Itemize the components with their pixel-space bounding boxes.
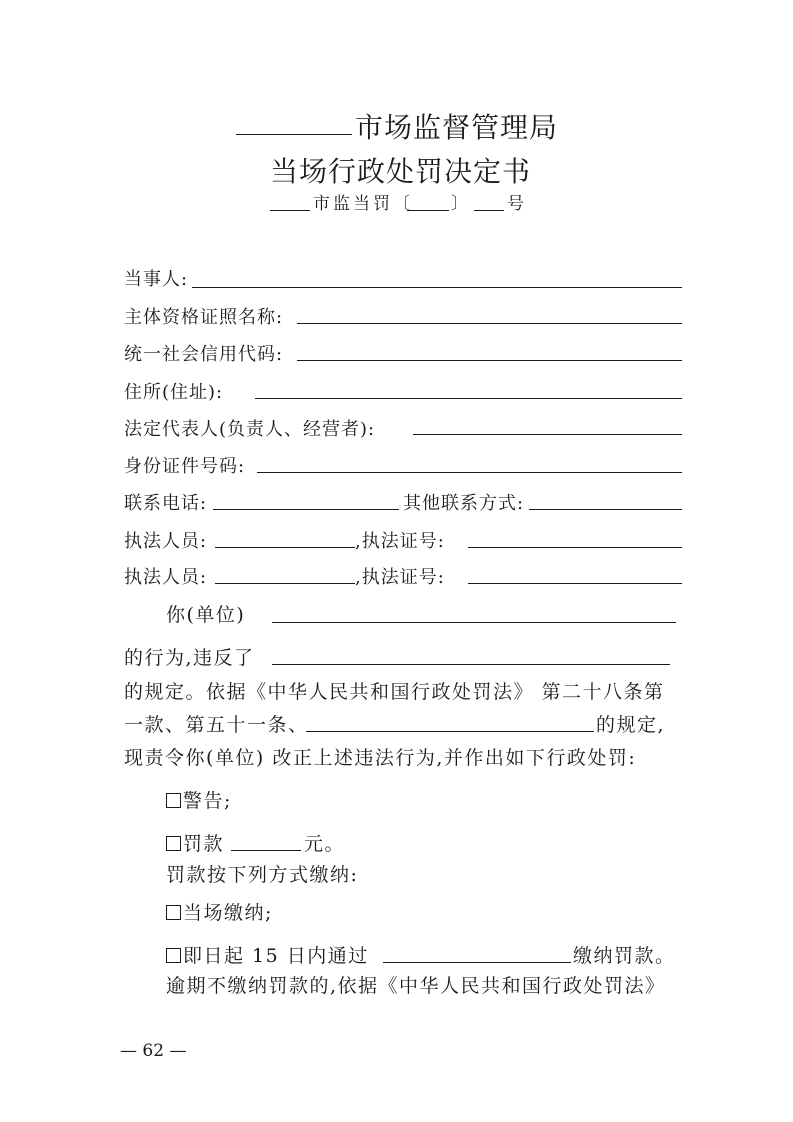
doc-number-seq-blank xyxy=(474,210,504,211)
credit-code-field[interactable] xyxy=(297,360,682,361)
legal-rep-label: 法定代表人(负责人、经营者): xyxy=(124,419,376,440)
id-number-label: 身份证件号码: xyxy=(124,456,246,477)
license-name-field[interactable] xyxy=(297,323,682,324)
fine-checkbox[interactable] xyxy=(166,836,181,851)
doc-number-year-blank xyxy=(407,210,449,211)
clause-suffix-text: 的规定, xyxy=(596,714,666,736)
other-contact-label: 其他联系方式: xyxy=(403,493,525,514)
cert-2-field[interactable] xyxy=(468,583,682,584)
cert-1-label: ,执法证号: xyxy=(355,531,445,552)
org-name-blank xyxy=(236,134,352,135)
officer-2-field[interactable] xyxy=(215,583,355,584)
address-field[interactable] xyxy=(255,398,682,399)
clause-prefix-text: 一款、第五十一条、 xyxy=(124,714,309,736)
party-label: 当事人: xyxy=(124,269,189,290)
order-text: 现责令你(单位) 改正上述违法行为,并作出如下行政处罚: xyxy=(124,747,637,769)
fine-amount-field[interactable] xyxy=(231,850,301,851)
other-contact-field[interactable] xyxy=(529,509,682,510)
violated-law-field[interactable] xyxy=(272,664,670,665)
fine-label: 罚款 xyxy=(183,833,225,855)
you-unit-text: 你(单位) xyxy=(166,604,246,626)
behavior-text: 的行为,违反了 xyxy=(124,647,255,669)
id-number-field[interactable] xyxy=(257,472,682,473)
party-field[interactable] xyxy=(192,287,682,288)
officer-2-label: 执法人员: xyxy=(124,567,208,588)
doc-number-suffix: 号 xyxy=(507,194,527,214)
officer-1-label: 执法人员: xyxy=(124,531,208,552)
license-name-label: 主体资格证照名称: xyxy=(124,307,284,328)
overdue-text: 逾期不缴纳罚款的,依据《中华人民共和国行政处罚法》 xyxy=(166,975,666,997)
title-line-1: 市场监督管理局 xyxy=(355,111,559,144)
within-days-label: 即日起 15 日内通过 xyxy=(183,945,369,967)
warning-checkbox[interactable] xyxy=(166,793,181,808)
option-on-site[interactable] xyxy=(166,898,273,925)
doc-number-middle: 市监当罚〔 xyxy=(313,194,413,214)
on-site-checkbox[interactable] xyxy=(166,905,181,920)
cert-1-field[interactable] xyxy=(468,547,682,548)
cert-2-label: ,执法证号: xyxy=(355,567,445,588)
address-label: 住所(住址): xyxy=(124,382,224,403)
doc-number-prefix-blank xyxy=(270,210,310,211)
within-days-suffix: 缴纳罚款。 xyxy=(573,945,676,967)
officer-1-field[interactable] xyxy=(215,547,355,548)
doc-number-close: 〕 xyxy=(451,194,471,214)
legal-rep-field[interactable] xyxy=(413,434,682,435)
phone-label: 联系电话: xyxy=(124,493,208,514)
phone-field[interactable] xyxy=(213,509,399,510)
payment-channel-field[interactable] xyxy=(383,962,571,963)
you-unit-field[interactable] xyxy=(272,622,676,623)
option-within-days[interactable] xyxy=(166,941,369,968)
credit-code-label: 统一社会信用代码: xyxy=(124,344,284,365)
page-number: — 62 — xyxy=(120,1041,187,1061)
law-basis-text: 的规定。依据《中华人民共和国行政处罚法》 第二十八条第 xyxy=(124,681,665,703)
title-line-2: 当场行政处罚决定书 xyxy=(270,155,532,188)
warning-label: 警告; xyxy=(183,790,232,812)
option-fine[interactable] xyxy=(166,829,224,856)
option-warning[interactable] xyxy=(166,786,232,813)
payment-methods-text: 罚款按下列方式缴纳: xyxy=(166,864,359,886)
fine-unit: 元。 xyxy=(304,833,346,855)
clause-field[interactable] xyxy=(306,731,594,732)
within-days-checkbox[interactable] xyxy=(166,948,181,963)
on-site-label: 当场缴纳; xyxy=(183,902,273,924)
